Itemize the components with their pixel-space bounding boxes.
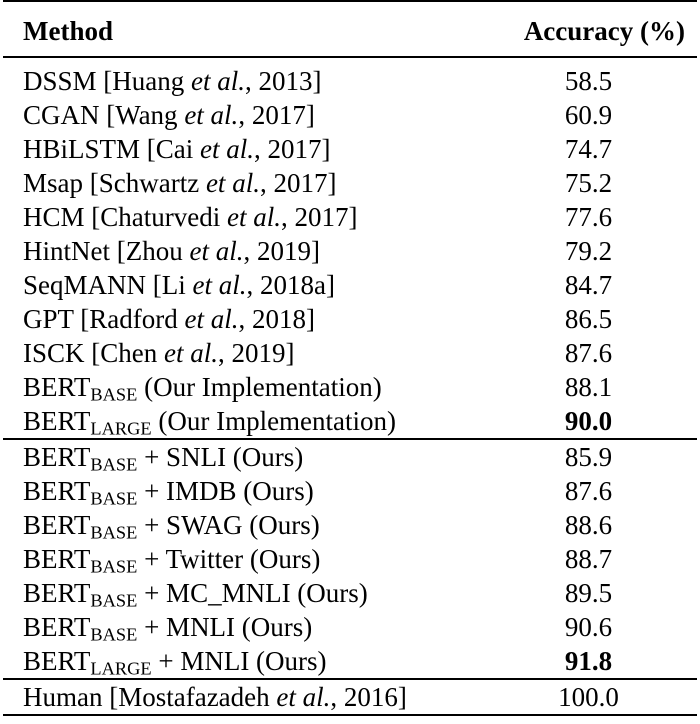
accuracy-cell: 100.0	[480, 679, 697, 715]
method-cell: $BERT_{LARGE}$ (Our Implementation)	[23, 406, 397, 439]
accuracy-cell: 88.7	[564, 544, 613, 574]
table-row	[3, 166, 697, 200]
accuracy-cell: 89.5	[564, 578, 613, 608]
table-row	[3, 474, 697, 508]
table-row	[3, 302, 697, 336]
method-cell: GPT [Radford et al., 2018]	[23, 304, 315, 334]
accuracy-cell: 85.9	[480, 439, 697, 474]
table-row	[3, 679, 697, 715]
accuracy-header: Accuracy (%)	[480, 1, 697, 57]
table-row	[3, 98, 697, 132]
method-cell: $BERT_{BASE}$ (Our Implementation)	[23, 372, 382, 405]
method-cell: ISCK [Chen et al., 2019]	[23, 338, 295, 368]
method-cell: $BERT_{LARGE}$ + MNLI (Ours)	[23, 646, 327, 679]
table-row	[3, 57, 697, 98]
results-table	[3, 0, 697, 716]
method-cell: $BERT_{BASE}$ + Twitter (Ours)	[23, 544, 321, 577]
table-row	[3, 200, 697, 234]
accuracy-cell: 87.6	[564, 338, 613, 368]
accuracy-cell: 90.0	[564, 406, 613, 436]
accuracy-cell: 91.8	[564, 646, 613, 676]
accuracy-cell: 88.6	[564, 510, 613, 540]
method-cell: $BERT_{BASE}$ + MNLI (Ours)	[23, 612, 313, 645]
method-cell: Msap [Schwartz et al., 2017]	[23, 168, 337, 198]
table-row	[3, 132, 697, 166]
header-row	[3, 1, 697, 57]
accuracy-cell: 77.6	[564, 202, 613, 232]
table-row	[3, 576, 697, 610]
table-row	[3, 268, 697, 302]
method-cell: HintNet [Zhou et al., 2019]	[23, 236, 320, 266]
accuracy-cell: 84.7	[564, 270, 613, 300]
accuracy-cell: 75.2	[564, 168, 613, 198]
accuracy-cell: 60.9	[564, 100, 613, 130]
table-row	[3, 542, 697, 576]
table-row	[3, 439, 697, 474]
method-cell: SeqMANN [Li et al., 2018a]	[23, 270, 335, 300]
method-cell: HBiLSTM [Cai et al., 2017]	[23, 134, 331, 164]
method-header: Method	[3, 1, 480, 57]
accuracy-cell: 88.1	[564, 372, 613, 402]
method-cell: $BERT_{BASE}$ + SWAG (Ours)	[23, 510, 320, 543]
method-cell: $BERT_{BASE}$ + IMDB (Ours)	[23, 476, 314, 509]
accuracy-cell: 90.6	[564, 612, 613, 642]
accuracy-cell: 74.7	[564, 134, 613, 164]
table-row	[3, 644, 697, 679]
table-row	[3, 370, 697, 404]
accuracy-cell: 79.2	[564, 236, 613, 266]
accuracy-cell: 87.6	[564, 476, 613, 506]
table-row	[3, 336, 697, 370]
method-cell: $BERT_{BASE}$ + SNLI (Ours)	[3, 439, 480, 474]
table-row	[3, 404, 697, 439]
method-cell: $BERT_{BASE}$ + MC_MNLI (Ours)	[23, 578, 368, 611]
table-row	[3, 234, 697, 268]
table-row	[3, 508, 697, 542]
table-row	[3, 610, 697, 644]
method-cell: Human [Mostafazadeh et al., 2016]	[3, 679, 480, 715]
method-cell: HCM [Chaturvedi et al., 2017]	[23, 202, 358, 232]
method-cell: CGAN [Wang et al., 2017]	[23, 100, 315, 130]
method-cell: DSSM [Huang et al., 2013]	[23, 66, 322, 96]
accuracy-cell: 58.5	[564, 66, 613, 96]
accuracy-cell: 86.5	[564, 304, 613, 334]
